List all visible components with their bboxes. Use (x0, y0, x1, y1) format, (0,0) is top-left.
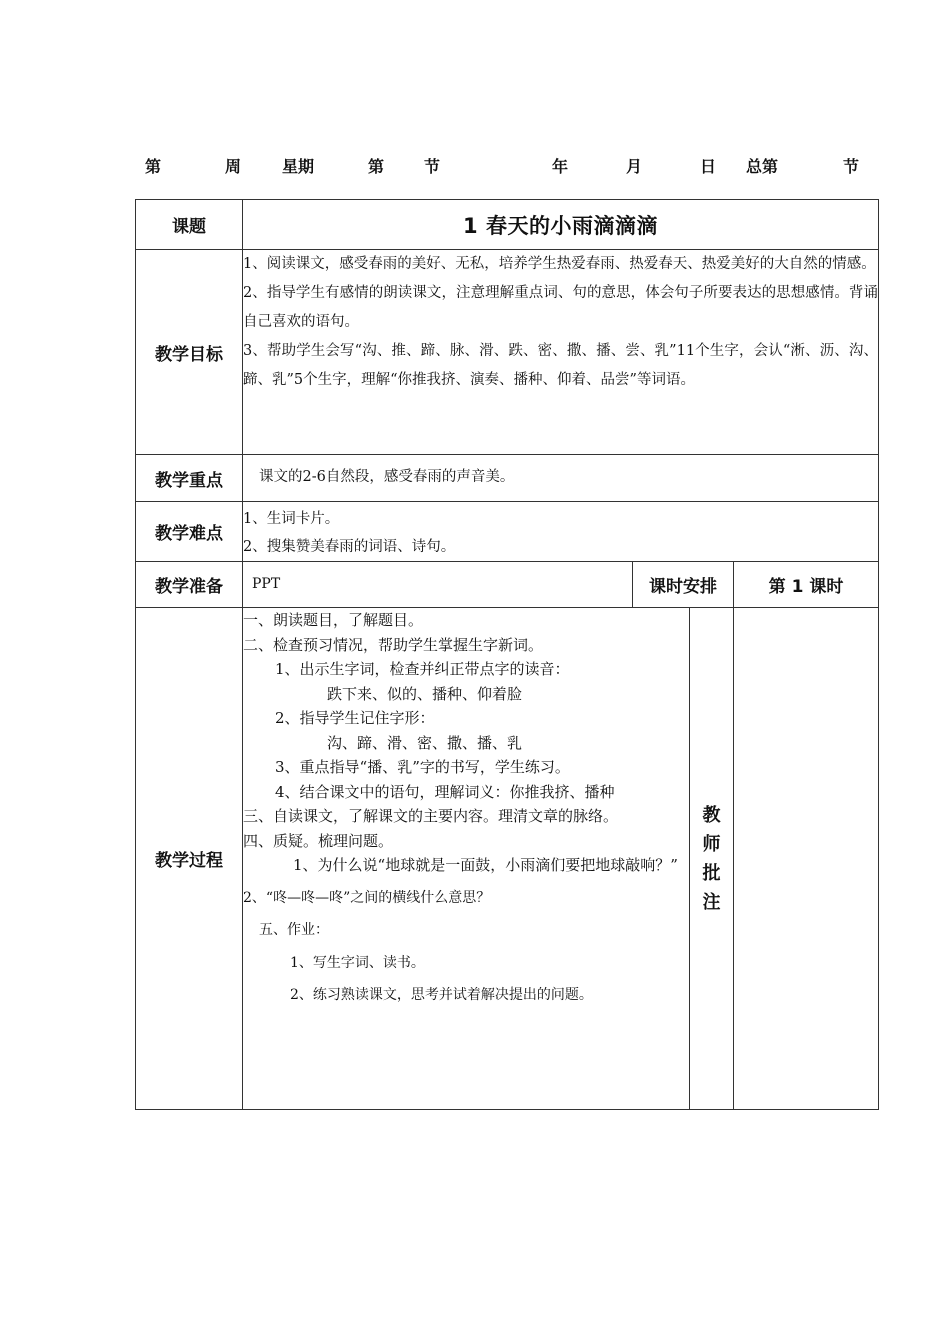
teacher-note-label (690, 608, 734, 1110)
process-line: 一、朗读题目，了解题目。 (243, 611, 424, 629)
header-total-prefix: 总第 (746, 157, 779, 176)
process-line: 2、指导学生记住字形： (275, 709, 435, 727)
difficulty-label: 教学难点 (136, 502, 243, 562)
title-label: 课题 (136, 200, 243, 250)
key-label: 教学重点 (136, 455, 243, 502)
header-day-label: 日 (700, 157, 717, 176)
process-line: 沟、蹄、滑、密、撒、播、乳 (327, 733, 523, 752)
process-line: 跌下来、似的、播种、仰着脸 (327, 684, 523, 703)
process-line: 1、为什么说“地球就是一面鼓，小雨滴们要把地球敲响？” (293, 856, 678, 874)
process-line: 五、作业： (259, 922, 329, 938)
process-line: 2、“咚—咚—咚”之间的横线什么意思？ (243, 889, 491, 906)
process-line: 4、结合课文中的语句，理解词义：你推我挤、播种 (275, 782, 615, 801)
process-line: 四、质疑。梳理问题。 (243, 831, 394, 850)
prep-label: 教学准备 (136, 562, 243, 608)
process-line: 2、练习熟读课文，思考并试着解决提出的问题。 (290, 987, 593, 1003)
header-weekday-label: 星期 (282, 157, 315, 176)
goal-item: 1、阅读课文，感受春雨的美好、无私，培养学生热爱春雨、热爱春天、热爱美好的大自然的情感。 (243, 256, 876, 272)
process-line: 1、出示生字词，检查并纠正带点字的读音： (275, 660, 570, 678)
difficulty-item: 1、生词卡片。 (243, 510, 340, 527)
process-content (243, 608, 690, 1110)
process-row (136, 608, 879, 1110)
teacher-note-char: 注 (702, 891, 721, 913)
process-line: 三、自读课文，了解课文的主要内容。理清文章的脉络。 (243, 807, 619, 825)
teacher-note-content (734, 608, 879, 1110)
difficulty-item: 2、搜集赞美春雨的词语、诗句。 (243, 538, 456, 555)
key-content: 课文的2-6自然段，感受春雨的声音美。 (243, 455, 879, 502)
goal-item: 3、帮助学生会写“沟、推、蹄、脉、滑、跌、密、撒、播、尝、乳”11个生字，会认“淅、沥、沟、蹄、乳”5个生字，理解“你推我挤、演奏、播种、仰着、品尝”等词语。 (243, 343, 878, 388)
teacher-note-char: 教 (702, 804, 721, 826)
difficulty-content (243, 502, 879, 562)
lesson-title: 1 春天的小雨滴滴滴 (243, 200, 879, 250)
header-section-prefix: 第 (368, 157, 385, 176)
header-total-label: 节 (843, 157, 860, 176)
process-line: 二、检查预习情况，帮助学生掌握生字新词。 (243, 635, 544, 654)
process-line: 3、重点指导“播、乳”字的书写，学生练习。 (275, 758, 570, 776)
process-label: 教学过程 (136, 608, 243, 1110)
difficulty-row (136, 502, 879, 562)
title-row (136, 200, 879, 250)
header-year-label: 年 (552, 157, 569, 176)
header-week-label: 周 (225, 157, 242, 176)
goals-content (243, 250, 879, 455)
process-line: 1、写生字词、读书。 (290, 954, 425, 971)
header-month-label: 月 (626, 157, 643, 176)
teacher-note-char: 批 (702, 862, 721, 884)
schedule-label: 课时安排 (633, 562, 734, 608)
header-week-prefix: 第 (145, 157, 162, 176)
prep-content: PPT (243, 562, 633, 608)
key-row (136, 455, 879, 502)
prep-row (136, 562, 879, 608)
teacher-note-char: 师 (702, 833, 721, 855)
schedule-content: 第 1 课时 (734, 562, 879, 608)
goal-item: 2、指导学生有感情的朗读课文，注意理解重点词、句的意思，体会句子所要表达的思想感情。背诵自己喜欢的语句。 (243, 285, 878, 330)
goals-row (136, 250, 879, 455)
goals-label: 教学目标 (136, 250, 243, 455)
header-section-label: 节 (424, 157, 441, 176)
lesson-plan-table (135, 199, 879, 1110)
